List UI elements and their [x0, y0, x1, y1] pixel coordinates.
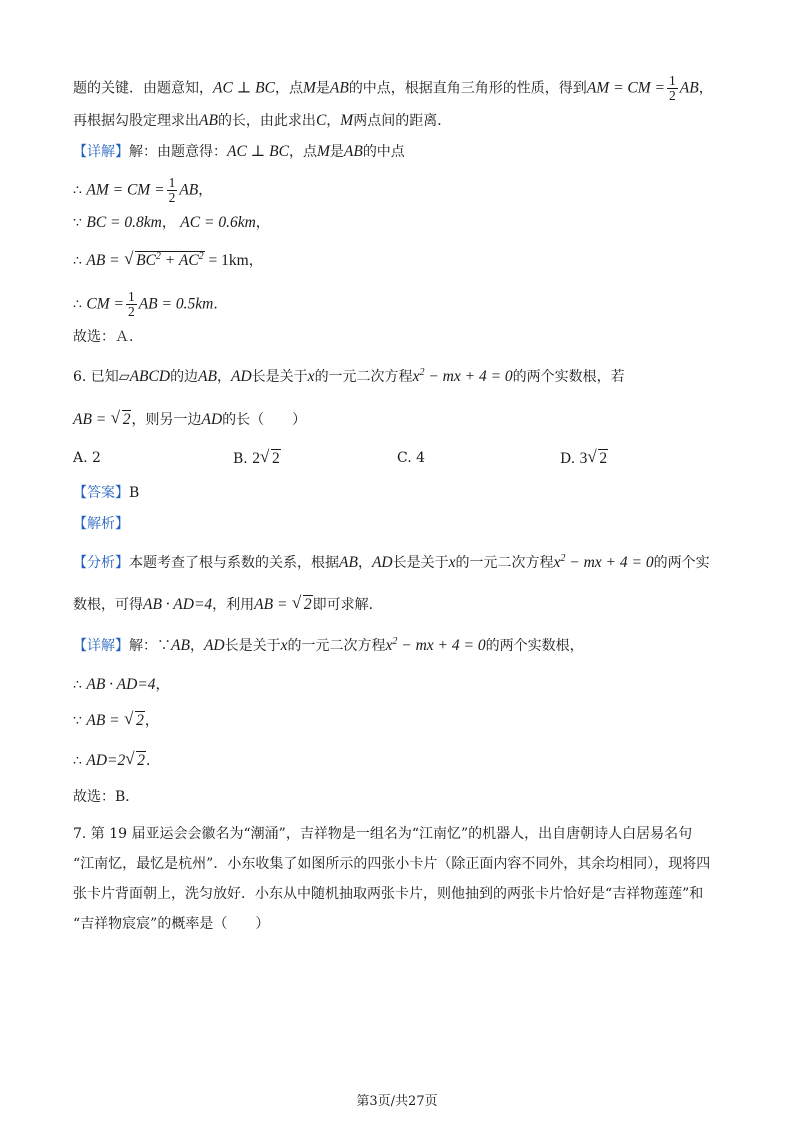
math-ab: AB — [339, 554, 358, 571]
math-c: C — [315, 112, 327, 129]
equation — [413, 368, 513, 385]
math-m: M — [340, 112, 354, 129]
option-b-sqrt — [259, 447, 281, 468]
sqrt-2 — [124, 709, 145, 731]
q6-text: ， — [357, 555, 372, 571]
math-ab: AB — [679, 79, 699, 97]
math-ab: AB — [329, 79, 349, 97]
math-ab-eq: AB = — [254, 596, 288, 613]
math-1km: = 1km — [204, 252, 249, 269]
answer-line: 故选：Ａ． — [73, 329, 143, 345]
q6-step-2 — [73, 709, 754, 731]
q5-text: 两点间的距离． — [353, 113, 452, 129]
math-ab-eq: AB = — [86, 712, 120, 729]
answer-line: 故选：B． — [73, 789, 140, 805]
math-m: M — [316, 143, 330, 160]
q6-text: 长是关于 — [392, 555, 449, 571]
math-m: M — [302, 79, 316, 97]
q6-text: ． — [146, 753, 160, 769]
math-ab: AB — [343, 143, 363, 160]
q6-text: 的两个实 — [653, 555, 710, 571]
radicand-ac: + AC — [160, 252, 199, 269]
sqrt-2 — [110, 408, 132, 430]
math-05km: AB = 0.5km — [138, 295, 214, 313]
option-c — [397, 450, 425, 466]
q5-text: 的长，由此求出 — [217, 113, 316, 129]
math-ab: AB — [198, 368, 217, 385]
q6-text: 的边 — [170, 369, 199, 385]
q7-text: 7. 第 19 届亚运会会徽名为“潮涌”，吉祥物是一组名为“江南忆”的机器人，出自唐朝诗人白居易名句 — [73, 826, 693, 842]
math-ad-eq: AD=2 — [86, 752, 126, 769]
radicand — [135, 251, 205, 269]
option-b-coef: 2 — [252, 450, 260, 467]
q5-text: ， — [255, 215, 270, 231]
q5-text: 是 — [329, 144, 344, 160]
answer-value: B — [129, 485, 140, 501]
q5-text: ，点 — [288, 144, 317, 160]
q5-text: ， — [248, 253, 263, 269]
radicand: 2 — [137, 752, 145, 769]
detail-tag: 【详解】 — [73, 144, 129, 160]
math-product: AB · AD=4 — [86, 676, 156, 693]
sqrt-2 — [291, 593, 313, 615]
radical-sign: √ — [259, 447, 270, 466]
q6-text: 的一元二次方程 — [314, 369, 413, 385]
q6-text: 本题考查了根与系数的关系，根据 — [129, 555, 339, 571]
option-d-sqrt — [587, 447, 608, 468]
therefore-symbol: ∴ — [73, 296, 82, 313]
option-b-label: B. — [233, 451, 248, 467]
q7-line-3 — [73, 886, 754, 903]
sqrt-expression — [124, 249, 205, 271]
math-x: x — [448, 554, 456, 571]
q6-text: 长是关于 — [251, 369, 308, 385]
q6-stem-line-1 — [73, 368, 754, 387]
math-cm-eq: CM = — [86, 295, 124, 313]
q5-step-2 — [73, 214, 754, 233]
q5-text: 的中点 — [362, 144, 405, 160]
q6-text: 即可求解． — [312, 597, 383, 613]
math-ab: AB — [199, 112, 218, 129]
math-am-cm: AM = CM = — [586, 79, 665, 97]
q5-text: 的中点，根据直角三角形的性质，得到 — [348, 80, 587, 97]
option-d — [560, 447, 608, 468]
q5-step-3 — [73, 249, 754, 271]
q6-text: ， — [217, 369, 231, 385]
equation — [554, 554, 654, 571]
radicand: 2 — [271, 450, 280, 467]
q6-text: 解：∵ — [129, 638, 171, 654]
radical-sign: √ — [291, 593, 302, 612]
math-ab-eq: AB = — [73, 411, 107, 428]
q6-text: 的两个实数根， — [485, 638, 584, 654]
exponent: 2 — [419, 366, 425, 378]
q5-step-1 — [73, 176, 754, 205]
page-footer: 第3页/共27页 — [356, 1094, 438, 1109]
therefore-symbol: ∴ — [73, 677, 82, 693]
radical-sign: √ — [124, 249, 134, 268]
eq-x: x — [385, 637, 393, 654]
math-ad: AD — [371, 554, 393, 571]
q6-answer-line — [73, 789, 754, 806]
q5-text: ，点 — [274, 80, 303, 97]
because-symbol: ∵ — [73, 713, 82, 729]
analysis-tag: 【解析】 — [73, 516, 129, 532]
q5-text: 再根据勾股定理求出 — [73, 113, 199, 129]
fraction-half: $\frac{1}{2}$ — [669, 73, 676, 104]
math-ab: AB — [179, 181, 199, 199]
eq-x: x — [412, 368, 420, 385]
radicand-bc: BC — [136, 252, 156, 269]
q6-text: ， — [144, 713, 159, 729]
therefore-symbol: ∴ — [73, 753, 82, 769]
radical-sign: √ — [125, 749, 135, 768]
equation — [386, 637, 486, 654]
q5-detail-line — [73, 143, 754, 162]
math-am-cm: AM = CM = — [86, 181, 165, 199]
q6-stem-line-2 — [73, 408, 754, 430]
radicand: 2 — [303, 596, 312, 613]
radicand: 2 — [136, 712, 144, 729]
eq-rest: − mx + 4 = 0 — [424, 368, 513, 385]
because-symbol: ∵ — [73, 215, 82, 231]
q7-text: 张卡片背面朝上，洗匀放好．小东从中随机抽取两张卡片，则他抽到的两张卡片恰好是“吉祥物莲莲”和 — [73, 886, 704, 902]
therefore-symbol: ∴ — [73, 182, 82, 199]
q6-fenxi-line-1 — [73, 554, 754, 573]
math-product: AB · AD=4 — [143, 596, 213, 613]
option-c-text: C. 4 — [397, 450, 426, 466]
q5-text: ， — [698, 80, 713, 97]
math-ad: AD — [203, 637, 225, 654]
q6-step-1 — [73, 676, 754, 695]
math-x: x — [280, 637, 288, 654]
math-ad: AD — [201, 411, 223, 428]
q6-text: 6. 已知 — [73, 369, 119, 385]
q6-text: 的一元二次方程 — [287, 638, 386, 654]
radicand: 2 — [599, 450, 608, 467]
q6-text: ， — [189, 638, 204, 654]
answer-tag: 【答案】 — [73, 485, 129, 501]
q6-fenxi-line-2 — [73, 593, 754, 615]
detail-tag: 【详解】 — [73, 638, 129, 654]
exponent: 2 — [392, 635, 398, 647]
q5-text: 解：由题意得： — [129, 144, 227, 160]
exponent: 2 — [198, 250, 204, 262]
q5-text: ． — [213, 296, 228, 313]
math-ac-perp-bc: AC ⊥ BC — [227, 143, 289, 160]
math-x: x — [307, 368, 315, 385]
option-a — [73, 450, 101, 466]
q5-text: 是 — [315, 80, 330, 97]
q6-text: 长是关于 — [224, 638, 281, 654]
option-b — [233, 447, 281, 468]
math-abcd: ABCD — [129, 368, 171, 385]
math-ab: AB — [171, 637, 190, 654]
q7-line-1 — [73, 826, 754, 843]
math-bc-value: BC = 0.8km — [86, 214, 162, 231]
q5-line-1 — [73, 74, 754, 103]
q5-answer-line — [73, 329, 754, 346]
q6-analysis — [73, 516, 754, 533]
q5-step-4 — [73, 290, 754, 319]
q5-text: ， — [198, 182, 213, 199]
option-d-coef: 3 — [579, 450, 588, 467]
q6-text: 的长（ ） — [222, 412, 307, 428]
parallelogram-symbol: ▱ — [118, 369, 130, 385]
eq-rest: − mx + 4 = 0 — [565, 554, 654, 571]
q7-line-4 — [73, 916, 754, 933]
q7-text: “江南忆，最忆是杭州”．小东收集了如图所示的四张小卡片（除正面内容不同外，其余均相同），现将四 — [73, 856, 711, 872]
math-ad: AD — [231, 368, 252, 385]
q6-text: 的一元二次方程 — [455, 555, 554, 571]
fenxi-tag: 【分析】 — [73, 555, 129, 571]
option-d-label: D. — [560, 451, 576, 467]
exponent: 2 — [155, 250, 161, 262]
fraction-half: $\frac{1}{2}$ — [127, 289, 135, 320]
sqrt-2 — [125, 749, 146, 771]
q5-text: 题的关键．由题意知， — [73, 80, 213, 97]
q6-text: ，利用 — [212, 597, 255, 613]
math-ac-perp-bc: AC ⊥ BC — [213, 79, 275, 97]
q6-answer — [73, 485, 754, 502]
exponent: 2 — [560, 552, 566, 564]
math-ac-value: AC = 0.6km — [180, 214, 256, 231]
eq-rest: − mx + 4 = 0 — [397, 637, 486, 654]
radical-sign: √ — [110, 408, 121, 427]
eq-x: x — [553, 554, 561, 571]
q5-line-2 — [73, 112, 754, 131]
radical-sign: √ — [587, 447, 597, 466]
q5-text: ， — [326, 113, 341, 129]
radicand: 2 — [122, 411, 131, 428]
q6-text: 的两个实数根，若 — [512, 369, 625, 385]
q6-step-3 — [73, 749, 754, 771]
math-ab-eq: AB = — [86, 252, 120, 269]
q6-detail-line — [73, 637, 754, 656]
fraction-half: $\frac{1}{2}$ — [168, 175, 176, 206]
q7-text: “吉祥物宸宸”的概率是（ ） — [73, 916, 270, 932]
option-a-text: A. 2 — [73, 450, 101, 466]
therefore-symbol: ∴ — [73, 253, 82, 269]
q6-text: ，则另一边 — [131, 412, 202, 428]
q7-line-2 — [73, 856, 754, 873]
radical-sign: √ — [124, 709, 134, 728]
q6-text: 数根，可得 — [73, 597, 143, 613]
q5-text: ， — [161, 215, 176, 231]
q6-text: ， — [155, 677, 170, 693]
